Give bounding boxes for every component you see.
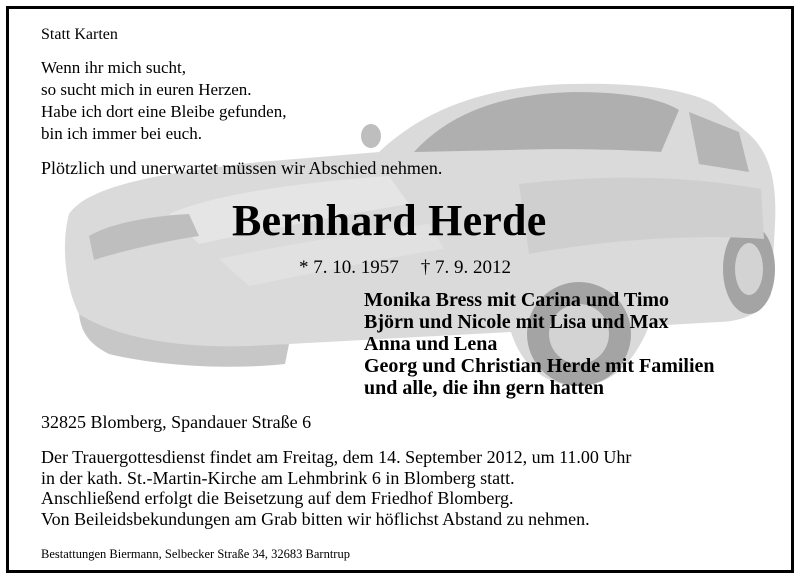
intro-text: Statt Karten	[41, 26, 118, 43]
poem	[41, 57, 286, 145]
poem-line: bin ich immer bei euch.	[41, 124, 202, 143]
life-dates	[299, 257, 533, 279]
birth-date: * 7. 10. 1957	[299, 257, 399, 278]
mourners-list	[364, 289, 715, 399]
mourner-line: Björn und Nicole mit Lisa und Max	[364, 311, 669, 333]
deceased-name: Bernhard Herde	[232, 196, 547, 245]
service-line: in der kath. St.-Martin-Kirche am Lehmbrink 6 in Blomberg statt.	[41, 467, 515, 488]
service-line: Anschließend erfolgt die Beisetzung auf dem Friedhof Blomberg.	[41, 488, 514, 508]
mourner-line: Monika Bress mit Carina und Timo	[364, 289, 670, 311]
poem-line: so sucht mich in euren Herzen.	[41, 80, 252, 99]
service-line: Der Trauergottesdienst findet am Freitag, dem 14. September 2012, um 11.00 Uhr	[41, 447, 632, 467]
funeral-home-footer: Bestattungen Biermann, Selbecker Straße 34, 32683 Barntrup	[41, 547, 350, 561]
poem-line: Wenn ihr mich sucht,	[41, 58, 186, 77]
address: 32825 Blomberg, Spandauer Straße 6	[41, 412, 312, 432]
death-date: † 7. 9. 2012	[420, 257, 511, 278]
mourner-line: Anna und Lena	[364, 333, 498, 355]
poem-line: Habe ich dort eine Bleibe gefunden,	[41, 102, 287, 121]
mourner-line: und alle, die ihn gern hatten	[364, 377, 605, 399]
service-info	[41, 447, 631, 529]
service-line: Von Beileidsbekundungen am Grab bitten wir höflichst Abstand zu nehmen.	[41, 508, 590, 529]
announcement: Plötzlich und unerwartet müssen wir Abschied nehmen.	[41, 158, 443, 178]
mourner-line: Georg und Christian Herde mit Familien	[364, 355, 715, 377]
obituary-card	[6, 6, 794, 573]
